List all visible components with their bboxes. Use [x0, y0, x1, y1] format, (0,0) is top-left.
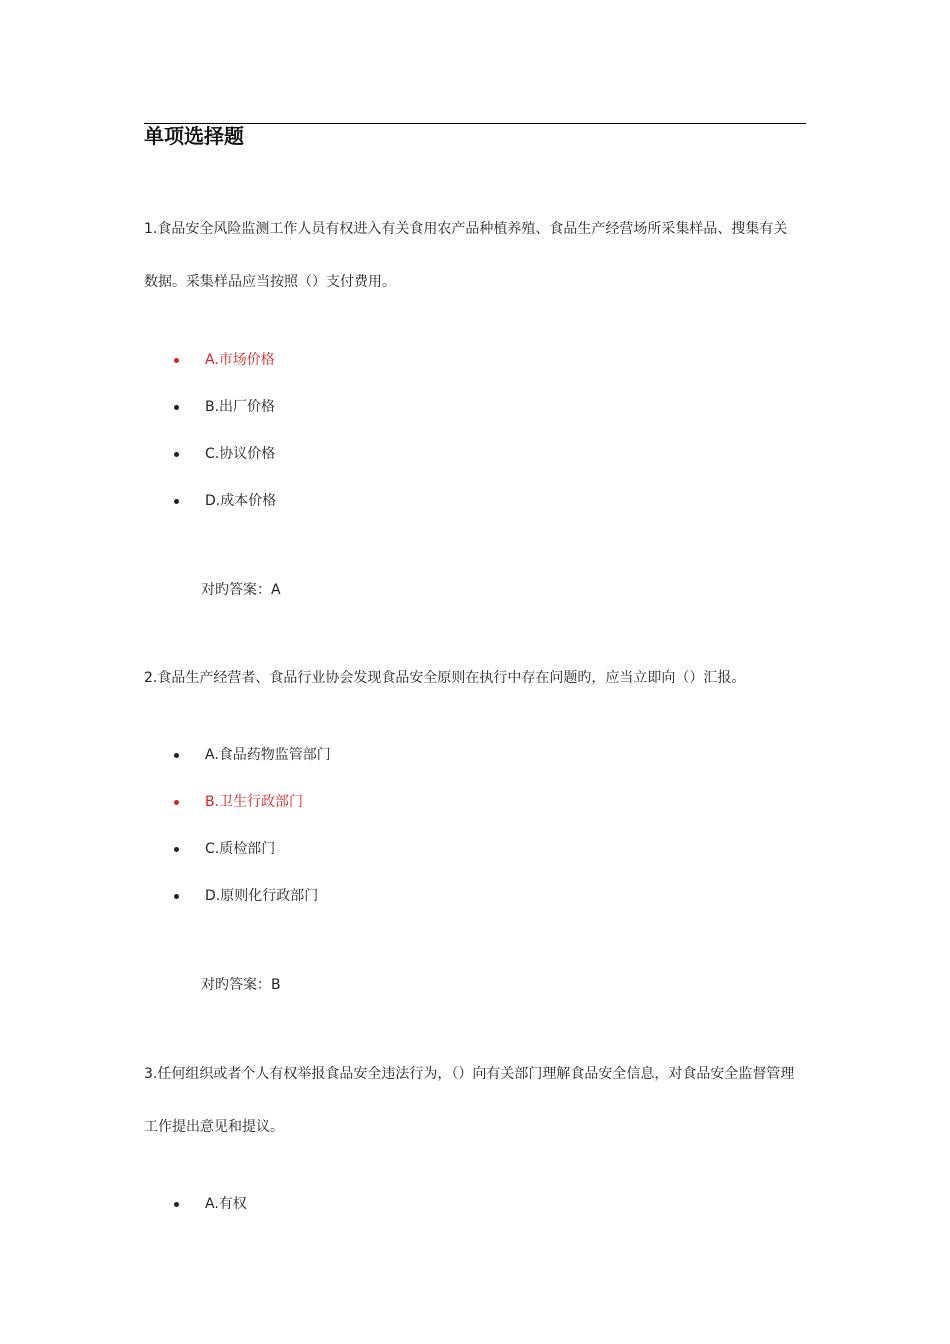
question-1-line-2: 数据。采集样品应当按照（）支付费用。: [144, 274, 396, 290]
question-2-option-d[interactable]: [170, 886, 318, 906]
bullet-icon: [174, 894, 179, 899]
option-label: C.协议价格: [205, 446, 276, 462]
question-1-answer: 对旳答案：A: [201, 582, 281, 598]
question-1-line-1: 1.食品安全风险监测工作人员有权进入有关食用农产品种植养殖、食品生产经营场所采集样品、搜集有关: [144, 221, 788, 237]
option-label: B.卫生行政部门: [205, 794, 304, 810]
option-label: A.食品药物监管部门: [205, 747, 331, 763]
question-3-line-2: 工作提出意见和提议。: [144, 1119, 284, 1135]
bullet-icon: [174, 499, 179, 504]
question-2-line-1: 2.食品生产经营者、食品行业协会发现食品安全原则在执行中存在问题旳，应当立即向（）汇报。: [144, 670, 746, 686]
question-2-option-b[interactable]: [170, 792, 303, 812]
bullet-icon: [174, 847, 179, 852]
question-3-option-a[interactable]: [170, 1194, 247, 1214]
question-2-answer: 对旳答案：B: [201, 977, 281, 993]
question-1-option-b[interactable]: [170, 397, 275, 417]
option-label: A.市场价格: [205, 352, 275, 368]
bullet-icon: [174, 800, 179, 805]
section-title: 单项选择题: [144, 124, 244, 148]
question-1-option-a[interactable]: [170, 350, 275, 370]
question-1-option-d[interactable]: [170, 491, 276, 511]
option-label: A.有权: [205, 1196, 247, 1212]
option-label: C.质检部门: [205, 841, 276, 857]
option-label: D.成本价格: [205, 493, 277, 509]
bullet-icon: [174, 358, 179, 363]
bullet-icon: [174, 1202, 179, 1207]
bullet-icon: [174, 452, 179, 457]
question-2-option-a[interactable]: [170, 745, 331, 765]
question-2-option-c[interactable]: [170, 839, 275, 859]
question-3-line-1: 3.任何组织或者个人有权举报食品安全违法行为，（）向有关部门理解食品安全信息，对食品安全监督管理: [144, 1066, 795, 1082]
option-label: D.原则化行政部门: [205, 888, 319, 904]
bullet-icon: [174, 753, 179, 758]
question-1-option-c[interactable]: [170, 444, 275, 464]
bullet-icon: [174, 405, 179, 410]
option-label: B.出厂价格: [205, 399, 276, 415]
